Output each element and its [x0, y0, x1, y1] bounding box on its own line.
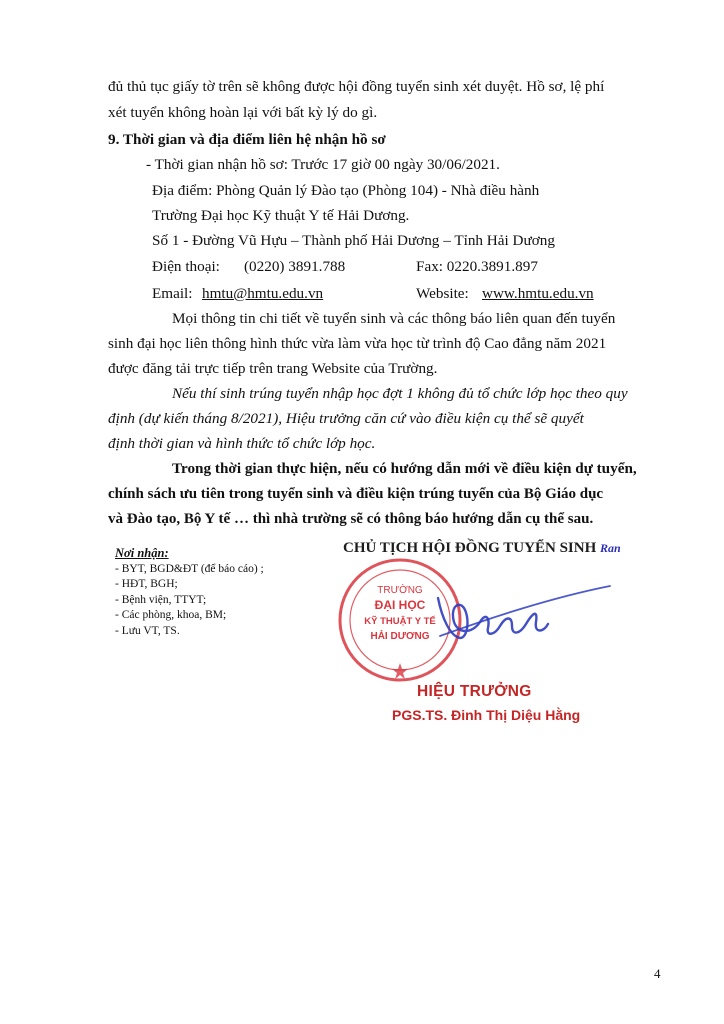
paragraph-line: Mọi thông tin chi tiết về tuyển sinh và các thông báo liên quan đến tuyển — [172, 310, 616, 327]
address-line: Số 1 - Đường Vũ Hựu – Thành phố Hải Dương – Tỉnh Hải Dương — [152, 232, 555, 249]
place-line: Địa điểm: Phòng Quản lý Đào tạo (Phòng 104) - Nhà điều hành — [152, 182, 540, 199]
fax-value: Fax: 0220.3891.897 — [416, 258, 538, 275]
italic-paragraph-line: định thời gian và hình thức tổ chức lớp học. — [108, 435, 376, 452]
recipient-item: - Bệnh viện, TTYT; — [115, 593, 207, 606]
phone-label: Điện thoại: — [152, 258, 220, 275]
seal-text: KỸ THUẬT Y TẾ — [364, 616, 436, 627]
initial-mark: Ran — [600, 541, 621, 555]
recipient-item: - Lưu VT, TS. — [115, 624, 180, 637]
signature-name: PGS.TS. Đinh Thị Diệu Hằng — [392, 707, 581, 723]
text-line: đủ thủ tục giấy tờ trên sẽ không được hội đồng tuyển sinh xét duyệt. Hồ sơ, lệ phí — [108, 78, 605, 95]
seal-text: HẢI DƯƠNG — [370, 631, 430, 642]
recipients-heading: Nơi nhận: — [115, 546, 169, 560]
paragraph-line: được đăng tải trực tiếp trên trang Website của Trường. — [108, 360, 438, 377]
recipients-block — [115, 546, 264, 639]
page-number: 4 — [654, 966, 661, 981]
email-label: Email: — [152, 285, 193, 302]
signature-title-text: CHỦ TỊCH HỘI ĐỒNG TUYỂN SINH — [343, 540, 597, 556]
signature-role: HIỆU TRƯỞNG — [417, 683, 532, 700]
time-line: - Thời gian nhận hồ sơ: Trước 17 giờ 00 ngày 30/06/2021. — [146, 156, 500, 173]
paragraph-line: sinh đại học liên thông hình thức vừa làm vừa học từ trình độ Cao đẳng năm 2021 — [108, 335, 607, 352]
bold-paragraph-line: và Đào tạo, Bộ Y tế … thì nhà trường sẽ có thông báo hướng dẫn cụ thể sau. — [108, 511, 594, 527]
place-line: Trường Đại học Kỹ thuật Y tế Hải Dương. — [152, 207, 410, 224]
phone-value: (0220) 3891.788 — [244, 258, 346, 275]
section-heading: 9. Thời gian và địa điểm liên hệ nhận hồ sơ — [108, 131, 386, 148]
italic-paragraph-line: định (dự kiến tháng 8/2021), Hiệu trưởng căn cứ vào điều kiện cụ thể sẽ quyết — [108, 410, 584, 427]
handwritten-signature-icon — [420, 578, 620, 648]
recipient-item: - HĐT, BGH; — [115, 578, 178, 590]
italic-paragraph-line: Nếu thí sinh trúng tuyển nhập học đợt 1 không đủ tổ chức lớp học theo quy — [172, 385, 628, 402]
recipient-item: - BYT, BGD&ĐT (để báo cáo) ; — [115, 562, 264, 575]
bold-paragraph-line: chính sách ưu tiên trong tuyển sinh và điều kiện trúng tuyển của Bộ Giáo dục — [108, 486, 604, 502]
website-link[interactable]: www.hmtu.edu.vn — [482, 285, 594, 302]
recipient-item: - Các phòng, khoa, BM; — [115, 609, 227, 621]
seal-text: ĐẠI HỌC — [374, 598, 426, 612]
text-line: xét tuyển không hoàn lại với bất kỳ lý do gì. — [108, 104, 378, 121]
bold-paragraph-line: Trong thời gian thực hiện, nếu có hướng dẫn mới về điều kiện dự tuyển, — [172, 460, 637, 477]
seal-text: TRƯỜNG — [377, 585, 423, 596]
website-label: Website: — [416, 285, 469, 302]
email-link[interactable]: hmtu@hmtu.edu.vn — [202, 285, 324, 302]
